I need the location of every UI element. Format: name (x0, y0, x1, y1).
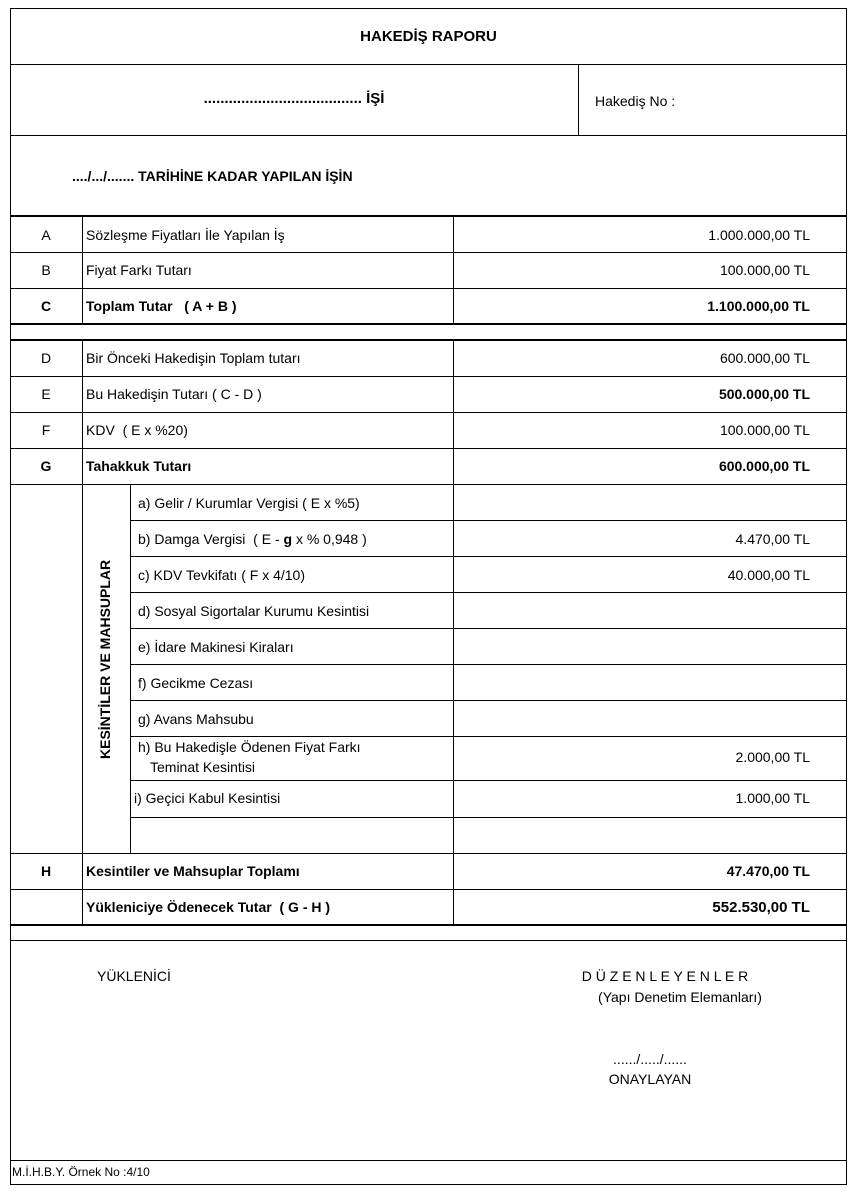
row-divider (130, 780, 847, 781)
row-divider (10, 448, 847, 449)
divider (10, 135, 847, 136)
row-description: Bir Önceki Hakedişin Toplam tutarı (86, 350, 301, 366)
preparers-subtitle: (Yapı Denetim Elemanları) (598, 989, 762, 1005)
deduction-description-part: x % 0,948 ) (292, 531, 367, 547)
row-code: H (40, 863, 52, 879)
deduction-description (138, 531, 367, 548)
row-divider (130, 520, 847, 521)
row-amount: 100.000,00 TL (719, 262, 810, 278)
divider (578, 64, 579, 136)
row-divider (130, 700, 847, 701)
deduction-description: Teminat Kesintisi (150, 759, 256, 775)
deduction-description: h) Bu Hakedişle Ödenen Fiyat Farkı (138, 739, 361, 755)
row-code: A (41, 227, 51, 243)
deduction-amount: 4.470,00 TL (735, 531, 810, 547)
row-description: Bu Hakedişin Tutarı ( C - D ) (86, 386, 262, 402)
footer-divider (10, 1160, 847, 1161)
row-amount: 500.000,00 TL (718, 386, 810, 402)
footer-form-number: M.İ.H.B.Y. Örnek No :4/10 (12, 1165, 150, 1179)
deduction-description: e) İdare Makinesi Kiraları (138, 639, 294, 655)
row-code: C (40, 298, 52, 314)
work-name-field: ...................................... İŞİ (203, 90, 385, 107)
row-description: Tahakkuk Tutarı (86, 458, 192, 474)
col-divider (130, 485, 131, 853)
frame-left (10, 8, 11, 1184)
hakedis-no-label: Hakediş No : (595, 93, 676, 109)
row-divider (130, 817, 847, 818)
row-divider (130, 664, 847, 665)
table-top-border (10, 339, 847, 341)
deduction-amount: 1.000,00 TL (735, 790, 810, 806)
row-description: Toplam Tutar ( A + B ) (86, 298, 237, 314)
row-divider (130, 556, 847, 557)
row-divider (130, 736, 847, 737)
deduction-description: f) Gecikme Cezası (138, 675, 254, 691)
row-code: F (41, 422, 51, 438)
row-description: Sözleşme Fiyatları İle Yapılan İş (86, 227, 285, 243)
date-line: ..../.../....... TARİHİNE KADAR YAPILAN İŞİN (72, 168, 353, 184)
row-divider (130, 628, 847, 629)
row-divider (10, 924, 847, 926)
row-amount: 1.000.000,00 TL (708, 227, 810, 243)
deduction-description: c) KDV Tevkifatı ( F x 4/10) (138, 567, 306, 583)
col-divider (82, 340, 83, 925)
col-divider (453, 340, 454, 925)
row-description: Fiyat Farkı Tutarı (86, 262, 192, 278)
approver-label: ONAYLAYAN (608, 1071, 692, 1087)
row-description: Kesintiler ve Mahsuplar Toplamı (86, 863, 300, 879)
divider (10, 64, 847, 65)
row-divider (10, 288, 847, 289)
row-amount: 600.000,00 TL (719, 350, 810, 366)
row-code: G (40, 458, 52, 474)
report-title: HAKEDİŞ RAPORU (360, 28, 497, 45)
row-divider (10, 323, 847, 325)
divider (10, 940, 847, 941)
col-divider (82, 216, 83, 324)
deduction-amount: 2.000,00 TL (735, 749, 810, 765)
contractor-label: YÜKLENİCİ (97, 968, 171, 984)
row-amount: 1.100.000,00 TL (707, 298, 810, 314)
frame-bottom (10, 1184, 847, 1185)
row-divider (10, 252, 847, 253)
row-divider (10, 889, 847, 890)
row-description: Yükleniciye Ödenecek Tutar ( G - H ) (86, 899, 331, 915)
approval-date: ....../...../...... (613, 1051, 687, 1067)
row-divider (10, 484, 847, 485)
deduction-amount: 40.000,00 TL (727, 567, 810, 583)
row-code: B (41, 262, 51, 278)
frame-right (846, 8, 847, 1184)
deductions-vertical-label: KESİNTİLER VE MAHSUPLAR (97, 559, 113, 759)
row-divider (10, 376, 847, 377)
col-divider (453, 216, 454, 324)
deduction-description-part: g (283, 531, 293, 547)
table-top-border (10, 215, 847, 217)
row-amount: 600.000,00 TL (718, 458, 810, 474)
row-amount: 47.470,00 TL (726, 863, 810, 879)
row-divider (10, 412, 847, 413)
row-amount: 552.530,00 TL (712, 899, 810, 916)
deduction-description: d) Sosyal Sigortalar Kurumu Kesintisi (138, 603, 370, 619)
row-description: KDV ( E x %20) (86, 422, 188, 438)
row-code: D (40, 350, 52, 366)
preparers-label: D Ü Z E N L E Y E N L E R (581, 968, 749, 984)
deduction-description: a) Gelir / Kurumlar Vergisi ( E x %5) (138, 495, 360, 511)
row-amount: 100.000,00 TL (719, 422, 810, 438)
row-code: E (41, 386, 51, 402)
deduction-description-part: b) Damga Vergisi ( E - (138, 531, 284, 547)
row-divider (10, 853, 847, 854)
frame-top (10, 8, 847, 9)
deduction-description: g) Avans Mahsubu (138, 711, 254, 727)
deduction-description: i) Geçici Kabul Kesintisi (134, 790, 281, 806)
row-divider (130, 592, 847, 593)
